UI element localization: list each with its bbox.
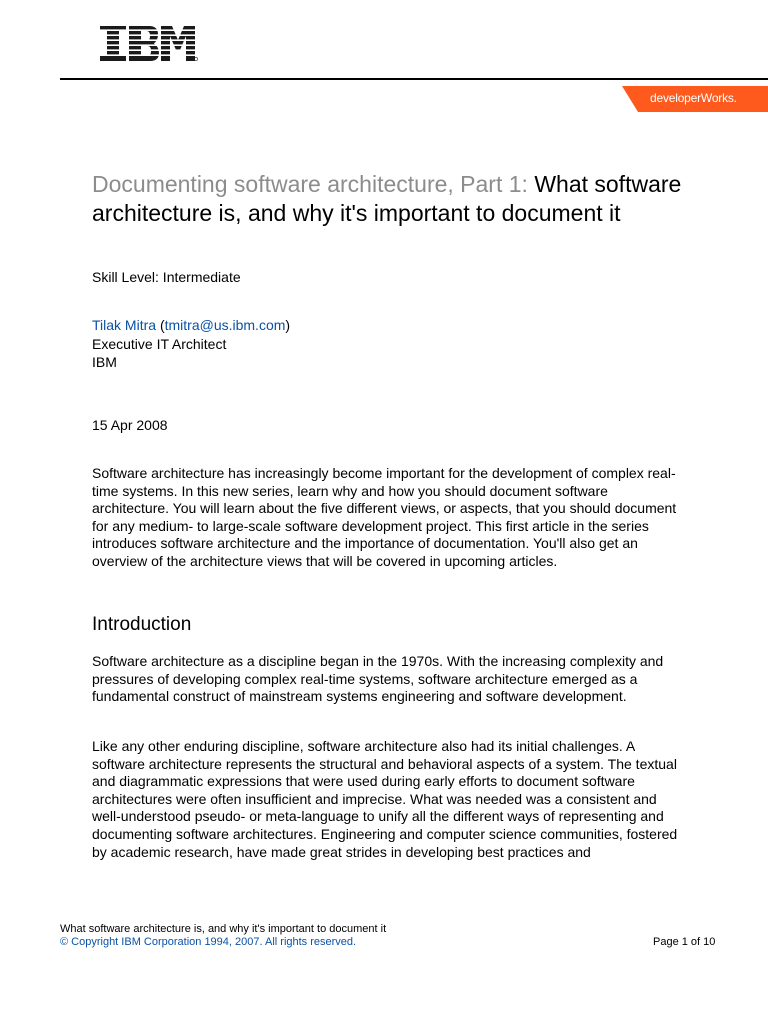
author-company: IBM (92, 354, 117, 370)
publish-date: 15 Apr 2008 (92, 417, 168, 433)
paren-open: ( (159, 317, 165, 333)
intro-paragraph-1: Software architecture as a discipline began in the 1970s. With the increasing complexity and pressures of developing complex real-time systems, software architecture emerged as a fundamental construct of mainstream systems engineering and software development. (92, 653, 664, 705)
author-email-link[interactable]: tmitra@us.ibm.com (164, 317, 286, 333)
intro-paragraph-2: Like any other enduring discipline, software architecture also had its initial challenges. A software architecture represents the structural and behavioral aspects of a system. The textual and diagrammatic expressions that were used during early efforts to document software architectures were often insufficient and imprecise. What was needed was a consistent and well-understood pseudo- or meta-language to unify all the different ways of representing and documenting software architectures. Engineering and computer science communities, fostered by academic research, have made great strides in developing best practices and (92, 738, 678, 860)
section-heading-introduction: Introduction (92, 614, 192, 635)
skill-level: Skill Level: Intermediate (92, 269, 241, 285)
author-line (92, 317, 290, 334)
author-role: Executive IT Architect (92, 336, 227, 352)
footer-doc-title: What software architecture is, and why it's important to document it (60, 923, 387, 935)
footer-copyright-link[interactable]: © Copyright IBM Corporation 1994, 2007. All rights reserved. (60, 936, 357, 948)
title-main: What software architecture is, and why it's important to document it (92, 171, 682, 226)
author-name-link[interactable]: Tilak Mitra (92, 317, 157, 333)
ibm-logo (100, 26, 198, 64)
title-series: Documenting software architecture, Part 1: (92, 171, 535, 197)
article-title (92, 170, 692, 228)
paren-close: ) (285, 317, 291, 333)
header-rule (60, 78, 768, 80)
page-number: Page 1 of 10 (653, 936, 716, 948)
developerworks-label: developerWorks. (650, 91, 737, 105)
abstract-paragraph: Software architecture has increasingly become important for the development of complex real-time systems. In this new series, learn why and how you should document software architecture. You will learn about the five different views, or aspects, that you should document for any medium- to large-scale software development project. This first article in the series introduces software architecture and the importance of documentation. You'll also get an overview of the architecture views that will be covered in upcoming articles. (92, 465, 677, 569)
